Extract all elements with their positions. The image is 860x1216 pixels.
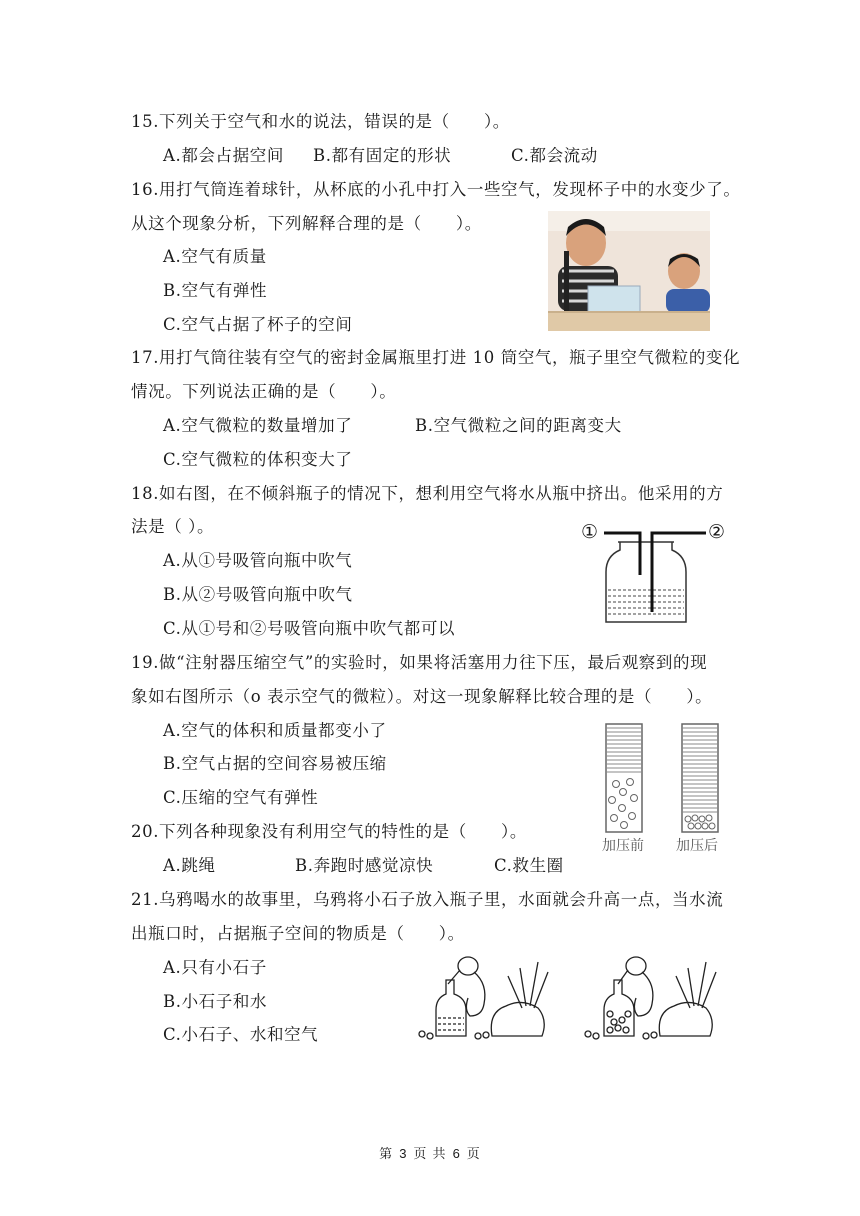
straw-1-label: ① — [581, 521, 599, 543]
footer-prefix: 第 — [379, 1147, 394, 1162]
q17-option-a: A.空气微粒的数量增加了 — [163, 416, 353, 435]
q21-stem-line2: 出瓶口时，占据瓶子空间的物质是（ ）。 — [131, 924, 465, 943]
footer-page-number: 3 — [399, 1146, 408, 1161]
footer-total-pages: 6 — [452, 1146, 461, 1161]
q21-option-a: A.只有小石子 — [163, 958, 267, 977]
q17-option-c: C.空气微粒的体积变大了 — [163, 450, 353, 469]
before-compression-label: 加压前 — [602, 838, 644, 854]
q20-option-b: B.奔跑时感觉凉快 — [295, 856, 434, 875]
q20-option-a: A.跳绳 — [163, 856, 216, 875]
q18-stem-line2: 法是（ ）。 — [131, 517, 215, 536]
syringe-compression-diagram — [596, 722, 736, 834]
straw-2-label: ② — [708, 521, 726, 543]
q19-option-a: A.空气的体积和质量都变小了 — [163, 721, 387, 740]
page-footer — [0, 1143, 860, 1162]
q16-stem-line2: 从这个现象分析，下列解释合理的是（ ）。 — [131, 214, 482, 233]
footer-mid: 页 共 — [413, 1147, 447, 1162]
q19-option-c: C.压缩的空气有弹性 — [163, 788, 319, 807]
q19-syringe-figure — [596, 722, 736, 857]
q18-stem-line1: 18.如右图，在不倾斜瓶子的情况下，想利用空气将水从瓶中挤出。他采用的方 — [131, 484, 724, 503]
q16-photo-children-pump — [548, 211, 710, 331]
q20-stem: 20.下列各种现象没有利用空气的特性的是（ ）。 — [131, 822, 527, 841]
q16-option-c: C.空气占据了杯子的空间 — [163, 315, 353, 334]
q16-option-b: B.空气有弹性 — [163, 281, 268, 300]
q17-option-b: B.空气微粒之间的距离变大 — [415, 416, 622, 435]
q21-crow-drinking-illustration — [408, 950, 728, 1042]
q15-stem: 15.下列关于空气和水的说法，错误的是（ ）。 — [131, 112, 510, 131]
q15-option-c: C.都会流动 — [511, 146, 598, 165]
q21-stem-line1: 21.乌鸦喝水的故事里，乌鸦将小石子放入瓶子里，水面就会升高一点，当水流 — [131, 890, 724, 909]
footer-suffix: 页 — [466, 1147, 481, 1162]
q18-option-c: C.从①号和②号吸管向瓶中吹气都可以 — [163, 619, 456, 638]
q16-option-a: A.空气有质量 — [163, 247, 267, 266]
q18-option-a: A.从①号吸管向瓶中吹气 — [163, 551, 353, 570]
q18-option-b: B.从②号吸管向瓶中吹气 — [163, 585, 353, 604]
q19-stem-line2: 象如右图所示（o 表示空气的微粒）。对这一现象解释比较合理的是（ ）。 — [131, 687, 713, 706]
q21-option-c: C.小石子、水和空气 — [163, 1025, 319, 1044]
q16-stem-line1: 16.用打气筒连着球针，从杯底的小孔中打入一些空气，发现杯子中的水变少了。 — [131, 180, 741, 199]
q17-stem-line1: 17.用打气筒往装有空气的密封金属瓶里打进 10 筒空气，瓶子里空气微粒的变化 — [131, 348, 741, 367]
q21-option-b: B.小石子和水 — [163, 992, 268, 1011]
q19-option-b: B.空气占据的空间容易被压缩 — [163, 754, 387, 773]
q17-stem-line2: 情况。下列说法正确的是（ ）。 — [131, 382, 397, 401]
q20-option-c: C.救生圈 — [494, 856, 564, 875]
after-compression-label: 加压后 — [676, 838, 718, 854]
q18-bottle-figure — [580, 520, 740, 630]
q15-option-b: B.都有固定的形状 — [313, 146, 452, 165]
q15-option-a: A.都会占据空间 — [163, 146, 284, 165]
q19-stem-line1: 19.做“注射器压缩空气”的实验时，如果将活塞用力往下压，最后观察到的现 — [131, 653, 708, 672]
